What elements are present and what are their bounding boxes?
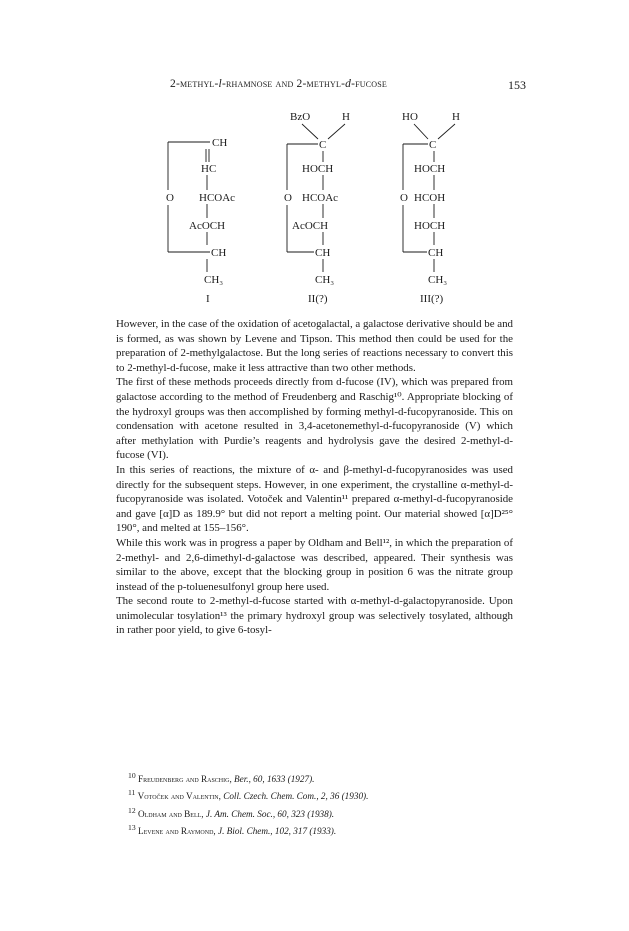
paragraph: However, in the case of the oxidation of acetogalactal, a galactose derivative should be and is formed, as was shown by Levene and Tipson. This method then could be used for the preparation of 2-methylgalactose. But the long series of reactions necessary to convert this to 2-methyl-d-fucose, make it less attractive than two other methods. xyxy=(116,318,513,374)
footnote xyxy=(128,804,518,821)
header-part: 2-methyl- xyxy=(170,78,219,90)
struct-iii-row: CH xyxy=(428,247,444,259)
struct-iii-label: III(?) xyxy=(420,293,444,305)
struct-ii-label: II(?) xyxy=(308,293,328,305)
struct-iii-row: CH₃ xyxy=(428,274,448,286)
structural-formulas xyxy=(0,0,629,310)
struct-iii-top: HO xyxy=(402,111,418,123)
struct-ii-row: CH xyxy=(315,247,331,259)
struct-i-row: HCOAc xyxy=(199,192,236,204)
struct-iii-row: HOCH xyxy=(414,163,446,175)
footnote xyxy=(128,786,518,803)
footnote-number: 11 xyxy=(128,788,136,798)
struct-iii-row: HOCH xyxy=(414,220,446,232)
footnote-ref: J. Am. Chem. Soc., 60, 323 (1938). xyxy=(203,808,335,819)
header-part: -fucose xyxy=(351,78,387,90)
footnote-ref: J. Biol. Chem., 102, 317 (1933). xyxy=(215,825,337,836)
struct-ii-row: CH₃ xyxy=(315,274,335,286)
footnotes xyxy=(128,769,518,838)
footnote-authors: Oldham and Bell, xyxy=(137,808,204,819)
page-number: 153 xyxy=(508,78,526,92)
header-part: l xyxy=(218,78,222,90)
struct-ii-row: HCOAc xyxy=(302,192,339,204)
footnote-authors: Votoček and Valentin, xyxy=(137,791,221,802)
footnote-number: 12 xyxy=(128,805,136,815)
struct-iii-ring-o: O xyxy=(400,192,408,204)
structure-i xyxy=(166,137,235,305)
struct-ii-top: H xyxy=(342,111,350,123)
paragraph: The second route to 2-methyl-d-fucose started with α-methyl-d-galactopyranoside. Upon unimolecular tosylation¹³ the primary hydroxyl group was selectively tosylated, although in rather poor yield, to give 6-tosyl- xyxy=(116,595,513,637)
footnote-ref: Coll. Czech. Chem. Com., 2, 36 (1930). xyxy=(220,791,369,802)
struct-iii-row: C xyxy=(429,139,437,151)
footnote xyxy=(128,769,518,786)
footnote xyxy=(128,821,518,838)
struct-iii-row: HCOH xyxy=(414,192,446,204)
structure-iii xyxy=(400,111,460,305)
struct-ii-top: BzO xyxy=(290,111,311,123)
struct-ii-row: AcOCH xyxy=(292,220,329,232)
header-part: d xyxy=(345,78,352,90)
footnote-ref: Ber., 60, 1633 (1927). xyxy=(231,774,315,785)
body-text xyxy=(116,317,513,638)
struct-i-ring-o: O xyxy=(166,192,174,204)
struct-i-row: AcOCH xyxy=(189,220,226,232)
footnote-authors: Freudenberg and Raschig, xyxy=(137,774,232,785)
footnote-number: 10 xyxy=(128,771,136,780)
paragraph: The first of these methods proceeds directly from d-fucose (IV), which was prepared from galactose according to the method of Freudenberg and Raschig¹⁰. Appropriate blocking of the hydroxyl groups was then accomplished by forming methyl-d-fucopyranoside. This on condensation with acetone resulted in 3,4-acetonemethyl-d-fucopyranoside (V) which after methylation with Purdie’s reagents and hydrolysis gave the desired 2-methyl-d-fucose (VI). xyxy=(116,376,513,462)
struct-ii-row: C xyxy=(319,139,327,151)
header-part: -rhamnose and 2-methyl- xyxy=(221,78,346,90)
structure-ii xyxy=(284,111,350,305)
paragraph: While this work was in progress a paper by Oldham and Bell¹², in which the preparation of 2-methyl- and 2,6-dimethyl-d-galactose was described, appeared. Their synthesis was similar to the above, except that the blocking group in position 6 was the nitrate group instead of the p-toluenesulfonyl group here used. xyxy=(116,536,513,593)
struct-i-row: CH xyxy=(212,137,228,149)
struct-i-row: CH xyxy=(211,247,227,259)
footnote-number: 13 xyxy=(128,822,136,832)
struct-iii-top: H xyxy=(452,111,460,123)
footnote-authors: Levene and Raymond, xyxy=(137,825,216,836)
struct-i-label: I xyxy=(206,293,210,305)
struct-i-row: HC xyxy=(201,163,217,175)
struct-ii-row: HOCH xyxy=(302,163,334,175)
struct-i-row: CH₃ xyxy=(204,274,224,286)
struct-ii-ring-o: O xyxy=(284,192,292,204)
paragraph: In this series of reactions, the mixture of α- and β-methyl-d-fucopyranosides was used directly for the subsequent steps. However, in one experiment, the crystalline α-methyl-d-fucopyranoside was isolated. Votoček and Valentin¹¹ prepared α-methyl-d-fucopyranoside and gave [α]D as 189.9° but did not report a melting point. Our material showed [α]D²⁵° 190°, and melted at 155–156°. xyxy=(116,463,513,535)
